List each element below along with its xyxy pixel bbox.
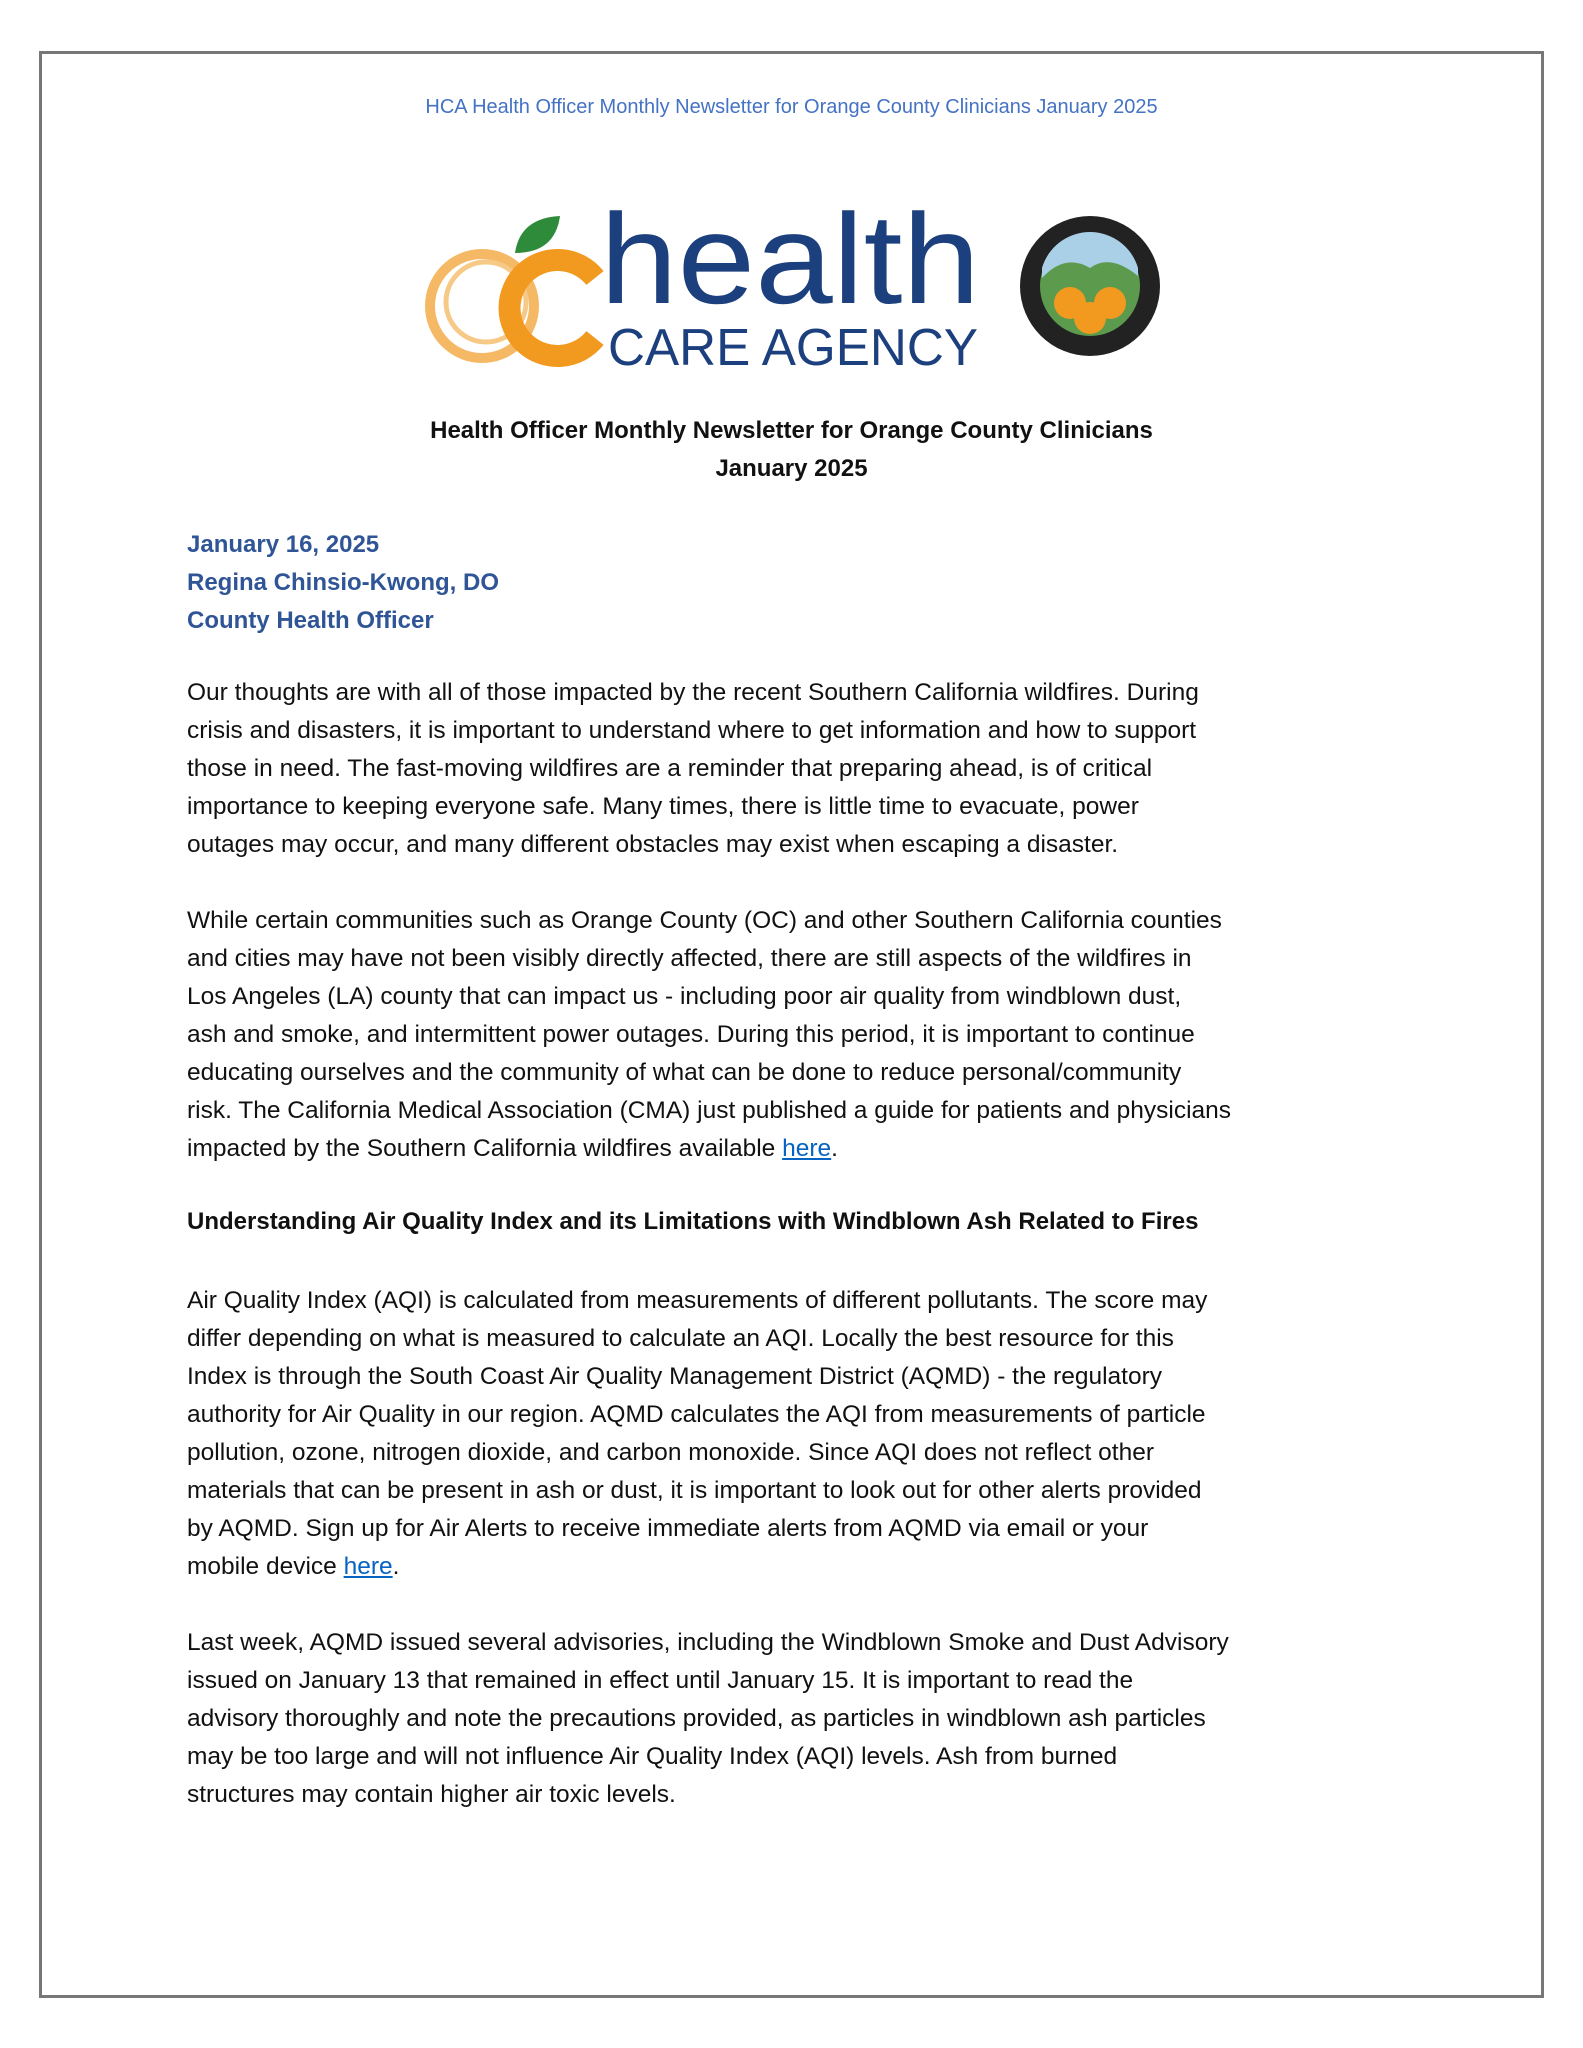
text-span: . — [392, 1553, 400, 1580]
air-alerts-link[interactable]: here — [343, 1553, 393, 1580]
text-span: mobile device — [187, 1553, 344, 1580]
svg-text:CARE AGENCY: CARE AGENCY — [608, 319, 978, 373]
text-line: by AQMD. Sign up for Air Alerts to receive immediate alerts from AQMD via email or your — [187, 1515, 1149, 1542]
byline — [187, 526, 499, 640]
text-span: impacted by the Southern California wildfires available — [187, 1135, 783, 1162]
text-line: structures may contain higher air toxic levels. — [187, 1781, 676, 1808]
text-line — [187, 1130, 1231, 1168]
title-line-1: Health Officer Monthly Newsletter for Orange County Clinicians — [430, 417, 1153, 444]
text-line: issued on January 13 that remained in effect until January 15. It is important to read the — [187, 1667, 1134, 1694]
running-header: HCA Health Officer Monthly Newsletter for Orange County Clinicians January 2025 — [425, 96, 1158, 118]
paragraph-1 — [187, 674, 1199, 864]
text-line: crisis and disasters, it is important to understand where to get information and how to support — [187, 717, 1197, 744]
text-line: risk. The California Medical Association (CMA) just published a guide for patients and physicians — [187, 1097, 1232, 1124]
byline-date: January 16, 2025 — [187, 531, 380, 558]
text-line: differ depending on what is measured to calculate an AQI. Locally the best resource for this — [187, 1325, 1174, 1352]
text-line: authority for Air Quality in our region. AQMD calculates the AQI from measurements of particle — [187, 1401, 1206, 1428]
svg-text:health: health — [600, 198, 980, 331]
text-line: educating ourselves and the community of what can be done to reduce personal/community — [187, 1059, 1182, 1086]
text-line: advisory thoroughly and note the precautions provided, as particles in windblown ash particles — [187, 1705, 1206, 1732]
byline-author: Regina Chinsio-Kwong, DO — [187, 569, 499, 596]
county-seal — [1020, 216, 1160, 356]
paragraph-3 — [187, 1282, 1207, 1586]
byline-role: County Health Officer — [187, 607, 434, 634]
text-line: Air Quality Index (AQI) is calculated from measurements of different pollutants. The score may — [187, 1287, 1208, 1314]
oc-health-care-agency-logo — [420, 198, 1160, 373]
text-line: Our thoughts are with all of those impacted by the recent Southern California wildfires. During — [187, 679, 1199, 706]
paragraph-4 — [187, 1624, 1229, 1814]
text-line: may be too large and will not influence Air Quality Index (AQI) levels. Ash from burned — [187, 1743, 1118, 1770]
text-line: materials that can be present in ash or dust, it is important to look out for other alerts provided — [187, 1477, 1202, 1504]
text-line: While certain communities such as Orange County (OC) and other Southern California counties — [187, 907, 1222, 934]
text-line: importance to keeping everyone safe. Many times, there is little time to evacuate, power — [187, 793, 1139, 820]
text-line: those in need. The fast-moving wildfires are a reminder that preparing ahead, is of critical — [187, 755, 1153, 782]
text-line: pollution, ozone, nitrogen dioxide, and carbon monoxide. Since AQI does not reflect other — [187, 1439, 1155, 1466]
text-line: Last week, AQMD issued several advisories, including the Windblown Smoke and Dust Advisory — [187, 1629, 1229, 1656]
text-line: and cities may have not been visibly directly affected, there are still aspects of the wildfires in — [187, 945, 1192, 972]
text-line: Index is through the South Coast Air Quality Management District (AQMD) - the regulatory — [187, 1363, 1162, 1390]
text-line — [187, 1548, 1207, 1586]
text-line: ash and smoke, and intermittent power outages. During this period, it is important to continue — [187, 1021, 1195, 1048]
paragraph-2 — [187, 902, 1231, 1168]
newsletter-title — [0, 412, 1583, 488]
text-line: Los Angeles (LA) county that can impact us - including poor air quality from windblown dust, — [187, 983, 1182, 1010]
text-line: outages may occur, and many different obstacles may exist when escaping a disaster. — [187, 831, 1119, 858]
cma-guide-link[interactable]: here — [782, 1135, 832, 1162]
section-heading: Understanding Air Quality Index and its Limitations with Windblown Ash Related to Fires — [187, 1208, 1199, 1235]
title-line-2: January 2025 — [715, 455, 868, 482]
text-span: . — [831, 1135, 838, 1162]
